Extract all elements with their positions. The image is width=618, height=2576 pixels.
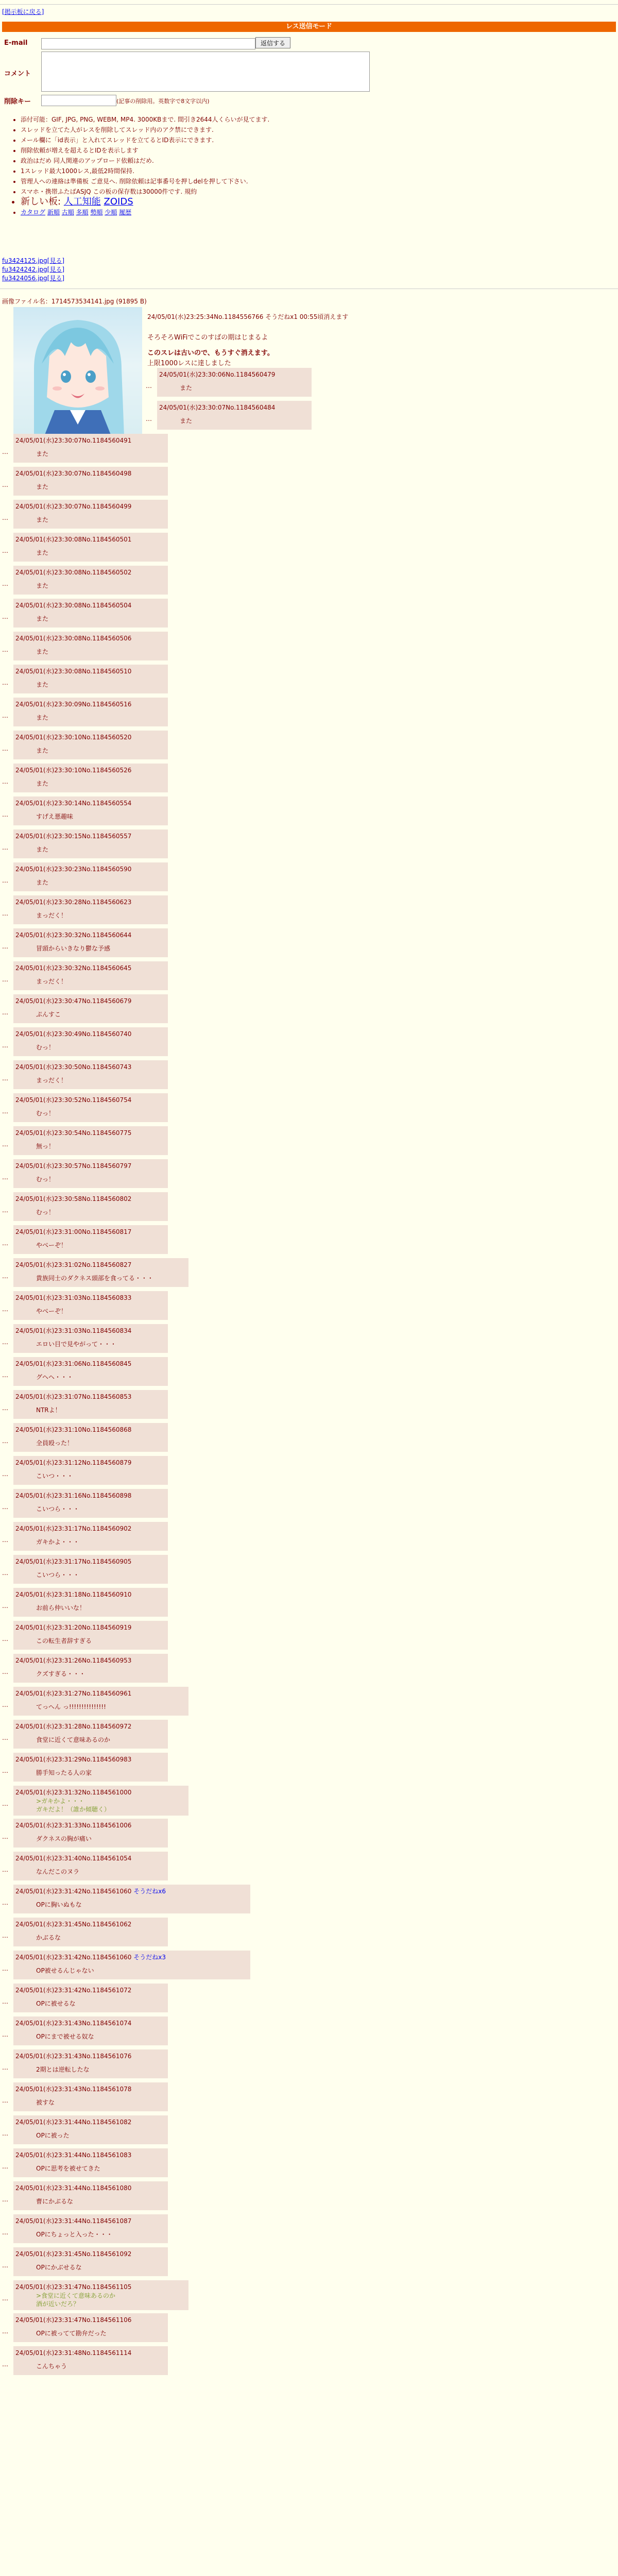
- rule-item: • メール欄に「id表示」と入れてスレッドを立てるとID表示にできます.: [21, 135, 587, 145]
- reply-indent-marker: …: [2, 448, 8, 455]
- board-rules-list: [21, 114, 587, 217]
- reply-post: [13, 1324, 168, 1353]
- op-post-header: [147, 312, 348, 321]
- new-board-prefix: 新しい板:: [21, 196, 64, 207]
- reply-post: [13, 1192, 168, 1221]
- reply-post: [13, 1291, 168, 1320]
- reply-comment: すげえ悪趣味: [36, 813, 74, 820]
- reply-indent-marker: …: [2, 1174, 8, 1181]
- reply-post: [13, 862, 168, 891]
- reply-comment: 冒頭からいきなり鬱な予感: [36, 945, 111, 952]
- reply-comment: むっ！: [36, 1209, 55, 1216]
- reply-post: [13, 2082, 168, 2111]
- reply-header: 24/05/01(水)23:31:43No.1184561076: [15, 2053, 132, 2060]
- anime-girl-illustration: [13, 307, 142, 436]
- reply-post: [13, 467, 168, 496]
- reply-comment: ダクネスの胸が痛い: [36, 1835, 92, 1842]
- reply-indent-marker: …: [2, 613, 8, 620]
- reply-comment: 貴族同士のダクネス頭部を食ってる・・・: [36, 1275, 153, 1282]
- rule-item: • 削除依頼が増えを超えるとIDを表示します: [21, 145, 587, 156]
- reply-header: 24/05/01(水)23:31:16No.1184560898: [15, 1492, 132, 1499]
- reply-header: 24/05/01(水)23:30:08No.1184560501: [15, 536, 132, 543]
- reply-comment: OPに思考を被せてきた: [36, 2165, 100, 2172]
- history-link[interactable]: 履歴: [119, 209, 132, 216]
- reply-comment: むっ！: [36, 1110, 55, 1117]
- sort-new-link[interactable]: 新順: [47, 209, 60, 216]
- reply-comment: また: [180, 417, 193, 425]
- reply-post: [13, 698, 168, 726]
- reply-header: 24/05/01(水)23:31:29No.1184560983: [15, 1756, 132, 1763]
- reply-indent-marker: …: [2, 1602, 8, 1609]
- reply-post: [13, 1918, 168, 1946]
- reply-comment: 被すな: [36, 2099, 55, 2106]
- reply-indent-marker: …: [2, 1141, 8, 1148]
- reply-indent-marker: …: [2, 2196, 8, 2203]
- reply-header: 24/05/01(水)23:30:07No.1184560498: [15, 470, 132, 477]
- reply-header: 24/05/01(水)23:31:20No.1184560919: [15, 1624, 132, 1631]
- sodane-link[interactable]: そうだねx3: [133, 1954, 166, 1961]
- reply-comment: 無っ！: [36, 1143, 55, 1150]
- reply-indent-marker: …: [2, 1998, 8, 2005]
- reply-header: 24/05/01(水)23:31:44No.1184561083: [15, 2151, 132, 2159]
- email-label: E-mail: [4, 39, 28, 47]
- reply-indent-marker: …: [2, 2097, 8, 2104]
- reply-post: [13, 2280, 188, 2310]
- reply-comment: こいつ・・・: [36, 1472, 74, 1480]
- reply-header: 24/05/01(水)23:31:33No.1184561006: [15, 1822, 132, 1829]
- reply-indent-marker: …: [2, 844, 8, 851]
- reply-comment: また: [36, 846, 49, 853]
- sort-many-link[interactable]: 多順: [76, 209, 89, 216]
- back-to-board-link[interactable]: [掲示板に戻る]: [2, 8, 44, 15]
- reply-comment: >食堂に近くて意味あるのか 酒が近いだろ？: [36, 2292, 116, 2308]
- reply-indent-marker: …: [2, 514, 8, 521]
- reply-indent-marker: …: [2, 1899, 8, 1906]
- reply-comment: ガキかよ・・・: [36, 1538, 80, 1546]
- reply-indent-marker: …: [2, 1371, 8, 1379]
- reply-post: [13, 1456, 168, 1485]
- file-link[interactable]: fu3424242.jpg[見る]: [2, 266, 65, 273]
- reply-header: 24/05/01(水)23:30:07No.1184560484: [159, 404, 276, 411]
- reply-header: 24/05/01(水)23:30:10No.1184560526: [15, 767, 132, 774]
- reply-header: 24/05/01(水)23:30:50No.1184560743: [15, 1063, 132, 1071]
- reply-post: [13, 731, 168, 759]
- reply-comment: 2期とは逆転したな: [36, 2066, 90, 2073]
- reply-post: [13, 1819, 168, 1848]
- reply-header: 24/05/01(水)23:31:26No.1184560953: [15, 1657, 132, 1664]
- reply-header: 24/05/01(水)23:31:45No.1184561092: [15, 2250, 132, 2258]
- reply-comment: OPに胸いぬもな: [36, 1901, 82, 1908]
- reply-post: [13, 961, 168, 990]
- reply-comment: OPにちょっと入った・・・: [36, 2231, 113, 2238]
- reply-post: [13, 1885, 250, 1913]
- reply-post: [13, 1159, 168, 1188]
- new-board-notice: [21, 197, 587, 207]
- reply-post: [13, 994, 168, 1023]
- reply-post: [13, 1951, 250, 1979]
- reply-comment: なんだこのヌラ: [36, 1868, 80, 1875]
- reply-header: 24/05/01(水)23:30:08No.1184560510: [15, 668, 132, 675]
- reply-header: 24/05/01(水)23:31:42No.1184561060 そうだねx6: [15, 1888, 166, 1895]
- reply-post: [13, 1489, 168, 1518]
- reply-comment: かぶるな: [36, 1934, 61, 1941]
- reply-indent-marker: …: [2, 2031, 8, 2038]
- reply-mode-banner: レス送信モード: [2, 22, 616, 32]
- rule-item: • 1スレッド最大1000レス,最低2時間保持.: [21, 166, 587, 176]
- reply-indent-marker: …: [2, 1668, 8, 1675]
- reply-header: 24/05/01(水)23:30:14No.1184560554: [15, 800, 132, 807]
- reply-header: 24/05/01(水)23:31:48No.1184561114: [15, 2349, 132, 2357]
- reply-indent-marker: …: [2, 2163, 8, 2170]
- reply-post: [13, 1555, 168, 1584]
- reply-header: 24/05/01(水)23:30:15No.1184560557: [15, 833, 132, 840]
- reply-header: 24/05/01(水)23:30:07No.1184560491: [15, 437, 132, 444]
- reply-header: 24/05/01(水)23:31:44No.1184561082: [15, 2119, 132, 2126]
- reply-post: [13, 1654, 168, 1683]
- reply-comment: OPに被せるな: [36, 2000, 76, 2007]
- reply-indent-marker: …: [2, 877, 8, 884]
- reply-comment: また: [36, 615, 49, 622]
- reply-indent-marker: …: [2, 1207, 8, 1214]
- reply-indent-marker: …: [2, 745, 8, 752]
- reply-comment: むっ！: [36, 1176, 55, 1183]
- reply-indent-marker: …: [2, 910, 8, 917]
- reply-comment: OPに被った: [36, 2132, 70, 2139]
- sodane-link[interactable]: そうだねx6: [133, 1888, 166, 1895]
- reply-post: [13, 796, 168, 825]
- reply-post: [13, 1687, 188, 1716]
- sort-old-link[interactable]: 古順: [61, 209, 74, 216]
- reply-indent-marker: …: [2, 2295, 8, 2302]
- reply-comment: また: [36, 516, 49, 523]
- sort-momentum-link[interactable]: 勢順: [90, 209, 103, 216]
- rule-item: • 添付可能：GIF, JPG, PNG, WEBM, MP4. 3000KBまで. 間引き2644人くらいが見てます.: [21, 114, 587, 125]
- reply-comment: てっへん っ!!!!!!!!!!!!!!!: [36, 1703, 106, 1710]
- sort-few-link[interactable]: 少順: [105, 209, 117, 216]
- reply-post: [13, 599, 168, 628]
- reply-indent-marker: …: [2, 1240, 8, 1247]
- reply-post: [13, 2313, 168, 2342]
- reply-indent-marker: …: [2, 481, 8, 488]
- reply-header: 24/05/01(水)23:31:17No.1184560905: [15, 1558, 132, 1565]
- reply-header: 24/05/01(水)23:30:08No.1184560502: [15, 569, 132, 576]
- new-board-link-zoids[interactable]: ZOIDS: [104, 196, 133, 207]
- reply-header: 24/05/01(水)23:31:18No.1184560910: [15, 1591, 132, 1598]
- reply-indent-marker: …: [146, 382, 152, 389]
- reply-indent-marker: …: [2, 2229, 8, 2236]
- reply-comment: また: [180, 384, 193, 392]
- reply-comment: また: [36, 714, 49, 721]
- reply-header: 24/05/01(水)23:31:00No.1184560817: [15, 1228, 132, 1235]
- reply-header: 24/05/01(水)23:31:47No.1184561105: [15, 2283, 132, 2291]
- reply-header: 24/05/01(水)23:30:07No.1184560499: [15, 503, 132, 510]
- reply-header: 24/05/01(水)23:30:32No.1184560644: [15, 931, 132, 939]
- reply-post: [13, 500, 168, 529]
- reply-indent-marker: …: [2, 1273, 8, 1280]
- reply-header: 24/05/01(水)23:30:52No.1184560754: [15, 1096, 132, 1104]
- reply-indent-marker: …: [2, 580, 8, 587]
- reply-indent-marker: …: [2, 2130, 8, 2137]
- reply-comment: ぷんすこ: [36, 1011, 61, 1018]
- reply-header: 24/05/01(水)23:31:10No.1184560868: [15, 1426, 132, 1433]
- reply-comment: NTRよ！: [36, 1406, 61, 1414]
- reply-post: [157, 368, 312, 397]
- reply-header: 24/05/01(水)23:31:17No.1184560902: [15, 1525, 132, 1532]
- reply-comment: グヘヘ・・・: [36, 1374, 74, 1381]
- thread-expiry-notice: このスレは古いので、もうすぐ消えます。: [147, 349, 274, 357]
- reply-post: [13, 1984, 168, 2012]
- reply-indent-marker: …: [2, 1108, 8, 1115]
- reply-indent-marker: …: [2, 547, 8, 554]
- reply-header: 24/05/01(水)23:30:32No.1184560645: [15, 964, 132, 972]
- reply-comment: むっ！: [36, 1044, 55, 1051]
- reply-comment: OP被せるんじゃない: [36, 1967, 94, 1974]
- reply-header: 24/05/01(水)23:30:06No.1184560479: [159, 371, 276, 378]
- reply-post: [13, 1753, 168, 1782]
- reply-comment: >ガキかよ・・・ ガキだよ！（誰か傾聴く）: [36, 1798, 111, 1813]
- reply-indent-marker: …: [2, 1503, 8, 1511]
- reply-post: [13, 665, 168, 693]
- reply-post: [13, 1522, 168, 1551]
- reply-header: 24/05/01(水)23:31:27No.1184560961: [15, 1690, 132, 1697]
- reply-indent-marker: …: [2, 1866, 8, 1873]
- reply-post: [13, 1225, 168, 1254]
- reply-comment: また: [36, 549, 49, 556]
- reply-header: 24/05/01(水)23:31:42No.1184561060 そうだねx3: [15, 1954, 166, 1961]
- reply-header: 24/05/01(水)23:30:28No.1184560623: [15, 899, 132, 906]
- reply-comment: また: [36, 681, 49, 688]
- reply-post: [13, 1588, 168, 1617]
- reply-post: [13, 632, 168, 660]
- reply-indent-marker: …: [2, 1437, 8, 1445]
- reply-post: [13, 1621, 168, 1650]
- reply-indent-marker: …: [2, 2328, 8, 2335]
- reply-post: [13, 1060, 168, 1089]
- reply-indent-marker: …: [2, 1800, 8, 1807]
- reply-indent-marker: …: [2, 1701, 8, 1708]
- reply-post: [13, 566, 168, 595]
- reply-indent-marker: …: [2, 1075, 8, 1082]
- reply-header: 24/05/01(水)23:31:47No.1184561106: [15, 2316, 132, 2324]
- delete-key-note: (記事の削除用。英数字で8文字以内): [116, 98, 210, 105]
- reply-comment: また: [36, 879, 49, 886]
- reply-post: [13, 434, 168, 463]
- reply-comment: 食堂に近くて意味あるのか: [36, 1736, 111, 1743]
- reply-comment: こんちゃう: [36, 2363, 67, 2370]
- reply-post: [13, 1423, 168, 1452]
- rule-item: • 政治はだめ 同人関連のアップロード依頼はだめ.: [21, 156, 587, 166]
- reply-comment: また: [36, 450, 49, 457]
- reply-header: 24/05/01(水)23:30:08No.1184560506: [15, 635, 132, 642]
- reply-indent-marker: …: [2, 1338, 8, 1346]
- rule-item: • 管理人への連絡は準備板 ご意見へ. 削除依頼は記事番号を押しdelを押して下さい.: [21, 176, 587, 187]
- reply-indent-marker: …: [2, 679, 8, 686]
- reply-header: 24/05/01(水)23:31:12No.1184560879: [15, 1459, 132, 1466]
- reply-header: 24/05/01(水)23:31:06No.1184560845: [15, 1360, 132, 1367]
- reply-post: [13, 1357, 168, 1386]
- reply-indent-marker: …: [2, 646, 8, 653]
- reply-post: [13, 2214, 168, 2243]
- reply-header: 24/05/01(水)23:30:10No.1184560520: [15, 734, 132, 741]
- reply-header: 24/05/01(水)23:31:44No.1184561087: [15, 2217, 132, 2225]
- reply-indent-marker: …: [2, 1042, 8, 1049]
- reply-post: [13, 2346, 168, 2375]
- reply-header: 24/05/01(水)23:30:57No.1184560797: [15, 1162, 132, 1170]
- reply-comment: また: [36, 483, 49, 490]
- reply-header: 24/05/01(水)23:31:40No.1184561054: [15, 1855, 132, 1862]
- reply-post: [13, 2181, 168, 2210]
- reply-indent-marker: …: [2, 1932, 8, 1939]
- reply-indent-marker: …: [2, 811, 8, 818]
- reply-comment: こいつら・・・: [36, 1571, 80, 1579]
- reply-header: 24/05/01(水)23:31:44No.1184561080: [15, 2184, 132, 2192]
- reply-header: 24/05/01(水)23:30:09No.1184560516: [15, 701, 132, 708]
- reply-header: 24/05/01(水)23:31:45No.1184561062: [15, 1921, 132, 1928]
- related-file-links: [2, 257, 64, 283]
- reply-comment: また: [36, 648, 49, 655]
- reply-post: [13, 1786, 188, 1816]
- reply-post: [13, 764, 168, 792]
- reply-header: 24/05/01(水)23:30:58No.1184560802: [15, 1195, 132, 1202]
- top-divider: [0, 4, 618, 5]
- catalog-link[interactable]: カタログ: [21, 209, 46, 216]
- reply-post: [13, 1258, 188, 1287]
- rule-item: • スマホ・携帯ふたばASJQ この板の保存数は30000件です. 規約: [21, 187, 587, 197]
- reply-indent-marker: …: [2, 1009, 8, 1016]
- reply-header: 24/05/01(水)23:30:54No.1184560775: [15, 1129, 132, 1137]
- comment-field[interactable]: [41, 52, 370, 92]
- reply-post: [13, 1390, 168, 1419]
- reply-indent-marker: …: [2, 1635, 8, 1642]
- reply-indent-marker: …: [2, 1536, 8, 1544]
- reply-comment: OPにまで被せる奴な: [36, 2033, 94, 2040]
- reply-indent-marker: …: [2, 1404, 8, 1412]
- reply-indent-marker: …: [2, 2262, 8, 2269]
- reply-post: [13, 1126, 168, 1155]
- reply-comment: 曹にかぶるな: [36, 2198, 74, 2205]
- reply-post: [13, 1027, 168, 1056]
- reply-comment: クズすぎる・・・: [36, 1670, 85, 1677]
- rule-item: • スレッドを立てた人がレスを削除してスレッド内のアク禁にできます.: [21, 125, 587, 135]
- reply-post: [13, 2049, 168, 2078]
- reply-comment: 勝手知ったる人の家: [36, 1769, 92, 1776]
- comment-label: コメント: [4, 70, 31, 78]
- op-thumbnail-image[interactable]: [13, 307, 142, 436]
- reply-post: [13, 928, 168, 957]
- reply-indent-marker: …: [2, 943, 8, 950]
- reply-header: 24/05/01(水)23:31:32No.1184561000: [15, 1789, 132, 1796]
- reply-comment: やべーぞ！: [36, 1242, 67, 1249]
- reply-comment: こいつら・・・: [36, 1505, 80, 1513]
- delete-key-label: 削除キー: [4, 98, 31, 106]
- op-header-text: 24/05/01(水)23:25:34No.1184556766 そうだねx1 00:55頃消えます: [147, 313, 349, 320]
- reply-post: [157, 401, 312, 430]
- reply-header: 24/05/01(水)23:31:43No.1184561078: [15, 2086, 132, 2093]
- reply-comment: まっだく！: [36, 1077, 67, 1084]
- op-file-info: 画像ファイル名：1714573534141.jpg (91895 B): [2, 298, 147, 305]
- reply-comment: また: [36, 582, 49, 589]
- op-comment-line: そろそろWiFiでこのすばの期はじまるよ: [147, 334, 268, 342]
- reply-comment: まっだく！: [36, 978, 67, 985]
- thread-limit-notice: 上限1000レスに達しました: [147, 360, 231, 367]
- reply-indent-marker: …: [2, 976, 8, 983]
- reply-header: 24/05/01(水)23:31:42No.1184561072: [15, 1987, 132, 1994]
- reply-indent-marker: …: [2, 2064, 8, 2071]
- file-link[interactable]: fu3424056.jpg[見る]: [2, 275, 65, 282]
- reply-comment: やべーぞ！: [36, 1308, 67, 1315]
- reply-indent-marker: …: [2, 712, 8, 719]
- reply-comment: また: [36, 747, 49, 754]
- reply-indent-marker: …: [2, 778, 8, 785]
- delete-key-field[interactable]: [41, 95, 116, 106]
- reply-post: [13, 895, 168, 924]
- email-field[interactable]: [41, 38, 255, 49]
- file-link[interactable]: fu3424125.jpg[見る]: [2, 257, 65, 264]
- reply-post: [13, 1852, 168, 1880]
- reply-post: [13, 2148, 168, 2177]
- reply-indent-marker: …: [146, 415, 152, 422]
- reply-post: [13, 2115, 168, 2144]
- submit-reply-button[interactable]: 返信する: [255, 37, 290, 48]
- reply-comment: まっだく！: [36, 912, 67, 919]
- reply-post: [13, 2016, 168, 2045]
- reply-indent-marker: …: [2, 1569, 8, 1577]
- reply-comment: 全員殴った！: [36, 1439, 74, 1447]
- reply-indent-marker: …: [2, 1306, 8, 1313]
- catalog-links: [21, 207, 587, 217]
- reply-comment: エロい目で見やがって・・・: [36, 1341, 117, 1348]
- reply-indent-marker: …: [2, 2361, 8, 2368]
- reply-post: [13, 1093, 168, 1122]
- reply-indent-marker: …: [2, 1965, 8, 1972]
- reply-header: 24/05/01(水)23:31:07No.1184560853: [15, 1393, 132, 1400]
- reply-post: [13, 1720, 168, 1749]
- reply-indent-marker: …: [2, 1470, 8, 1478]
- reply-header: 24/05/01(水)23:31:03No.1184560833: [15, 1294, 132, 1301]
- reply-indent-marker: …: [2, 1833, 8, 1840]
- reply-header: 24/05/01(水)23:30:47No.1184560679: [15, 997, 132, 1005]
- reply-comment: また: [36, 780, 49, 787]
- reply-header: 24/05/01(水)23:30:08No.1184560504: [15, 602, 132, 609]
- reply-post: [13, 829, 168, 858]
- reply-header: 24/05/01(水)23:30:23No.1184560590: [15, 866, 132, 873]
- reply-post: [13, 2247, 168, 2276]
- reply-comment: この転生者辞すぎる: [36, 1637, 92, 1645]
- new-board-link-ai[interactable]: 人工知能: [63, 196, 101, 207]
- reply-comment: お前ら仲いいな！: [36, 1604, 86, 1612]
- reply-header: 24/05/01(水)23:31:03No.1184560834: [15, 1327, 132, 1334]
- reply-header: 24/05/01(水)23:31:02No.1184560827: [15, 1261, 132, 1268]
- reply-comment: OPに被ってて勘弁だった: [36, 2330, 107, 2337]
- reply-header: 24/05/01(水)23:31:43No.1184561074: [15, 2020, 132, 2027]
- reply-post: [13, 533, 168, 562]
- reply-indent-marker: …: [2, 1767, 8, 1774]
- reply-comment: OPにかぶせるな: [36, 2264, 82, 2271]
- reply-indent-marker: …: [2, 1734, 8, 1741]
- reply-header: 24/05/01(水)23:31:28No.1184560972: [15, 1723, 132, 1730]
- reply-header: 24/05/01(水)23:30:49No.1184560740: [15, 1030, 132, 1038]
